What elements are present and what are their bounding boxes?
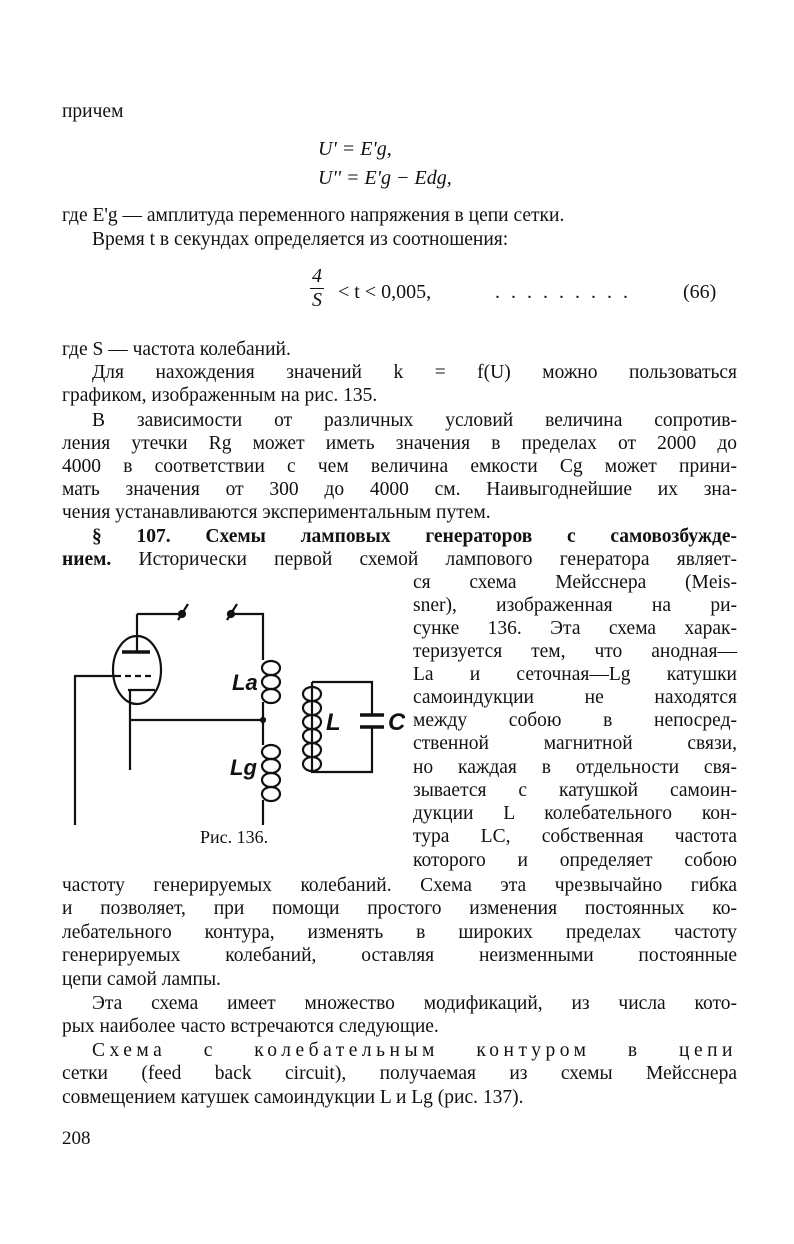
coil-la-icon	[262, 661, 280, 703]
section-line: генерируемых колебаний, оставляя неизменными постоянные	[62, 945, 737, 966]
right-column-line: зывается с катушкой самоин-	[413, 780, 737, 801]
paragraph-5-line: чения устанавливаются экспериментальным путем.	[62, 502, 491, 523]
equation-1: U' = E'g,	[318, 138, 392, 160]
right-column-line: сунке 136. Эта схема харак-	[413, 618, 737, 639]
paragraph-6-line: Эта схема имеет множество модификаций, из числа кото-	[92, 993, 737, 1014]
paragraph-5-line: 4000 в соответствии с чем величина емкости Cg может прини-	[62, 456, 737, 477]
right-column-line: между собою в непосред-	[413, 710, 737, 731]
right-column-line: sner), изображенная на ри-	[413, 595, 737, 616]
paragraph-5-line: ления утечки Rg может иметь значения в пределах от 2000 до	[62, 433, 737, 454]
right-column-line: дукции L колебательного кон-	[413, 803, 737, 824]
section-heading: § 107. Схемы ламповых генераторов с самовозбужде-	[92, 526, 737, 547]
right-column-line: тура LC, собственная частота	[413, 826, 737, 847]
right-column-line: ся схема Мейсснера (Meis-	[413, 572, 737, 593]
section-heading-end: нием.	[62, 549, 112, 570]
paragraph-4-line: Для нахождения значений k = f(U) можно пользоваться	[92, 362, 737, 383]
right-column-line: которого и определяет собою	[413, 850, 737, 871]
label-l: L	[326, 709, 341, 736]
figure-caption: Рис. 136.	[200, 827, 269, 847]
fraction-numerator: 4	[312, 265, 322, 287]
fraction	[310, 265, 324, 312]
formula-dots: . . . . . . . . .	[495, 281, 631, 303]
formula-number: (66)	[683, 281, 717, 303]
section-text: Исторически первой схемой лампового генератора являет-	[138, 549, 737, 570]
section-line: лебательного контура, изменять в широких пределах частоту	[62, 922, 737, 943]
paragraph-1: где E'g — амплитуда переменного напряжения в цепи сетки.	[62, 205, 565, 226]
equation-2: U'' = E'g − Edg,	[318, 167, 452, 189]
coil-lg-icon	[262, 745, 280, 801]
section-line	[62, 548, 737, 571]
label-la: La	[232, 670, 258, 695]
paragraph-5-line: В зависимости от различных условий величина сопротив-	[92, 410, 737, 431]
paragraph-7-line: Схема с колебательным контуром в цепи	[92, 1040, 737, 1061]
paragraph-4-line: графиком, изображенным на рис. 135.	[62, 385, 378, 406]
paragraph-3: где S — частота колебаний.	[62, 339, 291, 360]
formula-inequality: < t < 0,005,	[338, 281, 432, 303]
right-column-line: La и сеточная—Lg катушки	[413, 664, 737, 685]
paragraph-2: Время t в секундах определяется из соотношения:	[92, 229, 509, 250]
right-column-line: теризуется тем, что анодная—	[413, 641, 737, 662]
paragraph-5-line: мать значения от 300 до 4000 см. Наивыгоднейшие их зна-	[62, 479, 737, 500]
paragraph-6-line: рых наиболее часто встречаются следующие.	[62, 1016, 439, 1037]
right-column-line: самоиндукции не находятся	[413, 687, 737, 708]
label-c: C	[388, 709, 405, 736]
label-lg: Lg	[230, 755, 257, 780]
capacitor-c-icon	[360, 715, 384, 727]
section-line: частоту генерируемых колебаний. Схема эта чрезвычайно гибка	[62, 875, 737, 896]
paragraph-7-line: сетки (feed back circuit), получаемая из схемы Мейсснера	[62, 1063, 737, 1084]
fraction-denominator: S	[312, 289, 322, 311]
vacuum-tube-icon	[113, 614, 161, 770]
right-column-line: но каждая в отдельности свя-	[413, 757, 737, 778]
right-column-line: ственной магнитной связи,	[413, 733, 737, 754]
paragraph-7-line: совмещением катушек самоиндукции L и Lg (рис. 137).	[62, 1087, 524, 1108]
section-line: и позволяет, при помощи простого изменения постоянных ко-	[62, 898, 737, 919]
text-intro: причем	[62, 101, 124, 122]
page-number: 208	[62, 1128, 91, 1149]
section-line: цепи самой лампы.	[62, 969, 221, 990]
figure-136-meissner-circuit	[60, 590, 405, 825]
